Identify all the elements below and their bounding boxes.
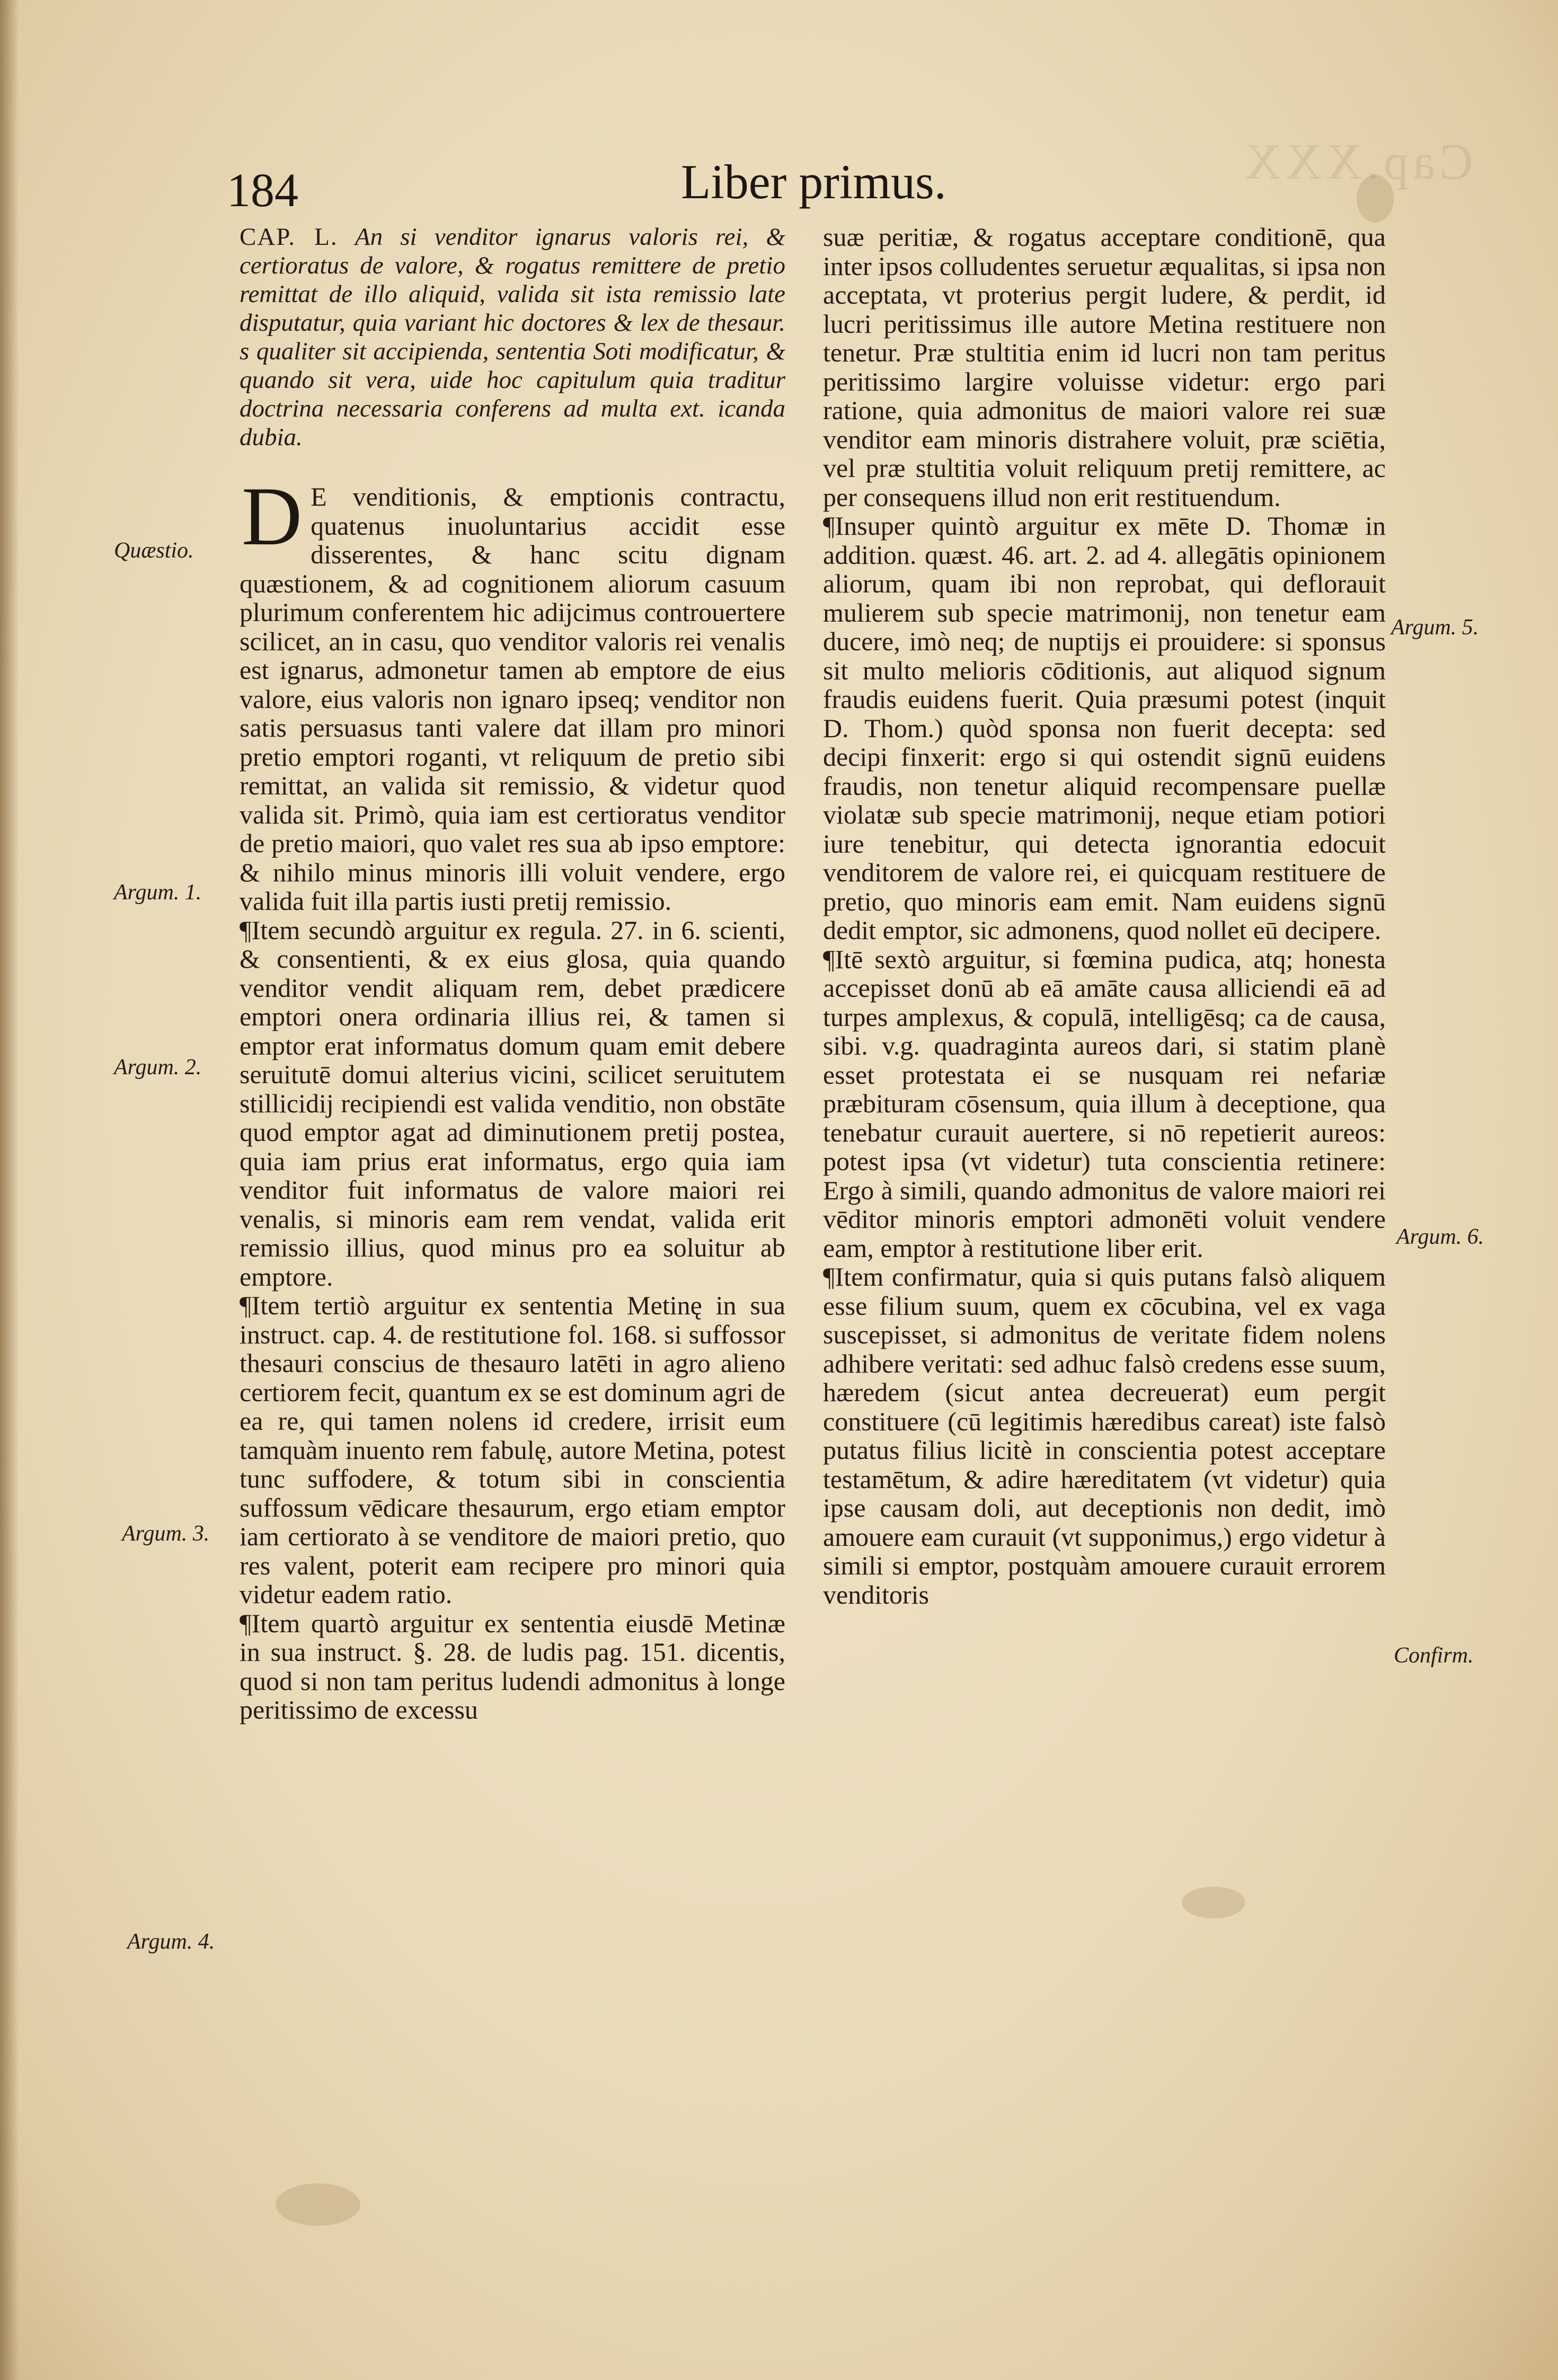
foxing-spot — [1182, 1887, 1245, 1918]
paragraph-question — [240, 470, 785, 916]
left-column — [240, 223, 785, 1724]
margin-note-argument-1: Argum. 1. — [114, 880, 202, 905]
margin-note-argument-6: Argum. 6. — [1396, 1225, 1484, 1249]
paragraph-argument-5: ¶Insuper quintò arguitur ex mēte D. Thomæ in addition. quæst. 46. art. 2. ad 4. allegātis opinionem aliorum, quam ibi non reprobat, qui deflorauit mulierem sub specie matrimonij, non tenetur eam ducere, imò neq; de nuptijs ei prouidere: si sponsus sit multo melioris cōditionis, aut aliquod signum fraudis euidens fuerit. Quia præsumi potest (inquit D. Thom.) quòd sponsa non fuerit decepta: sed decipi finxerit: ergo si qui ostendit signū euidens fraudis, non tenetur aliquid recompensare puellæ violatæ sub specie matrimonij, neque etiam potiori iure tenebitur, qui detecta ignorantia edocuit venditorem de valore rei, ei quicquam restituere de pretio, quo minoris eam emit. Nam euidens signū dedit emptor, sic admonens, quod nollet eū decipere. — [823, 511, 1386, 945]
foxing-spot — [276, 2183, 360, 2226]
margin-note-argument-3: Argum. 3. — [122, 1521, 210, 1546]
margin-note-argument-4: Argum. 4. — [127, 1930, 215, 1954]
page-number: 184 — [227, 164, 298, 217]
bleed-through-text: Cap.XXX — [1241, 134, 1473, 190]
margin-note-argument-5: Argum. 5. — [1391, 615, 1479, 640]
paragraph-argument-2: ¶Item secundò arguitur ex regula. 27. in 6. scienti, & consentienti, & ex eius glosa, quia quando venditor vendit aliquam rem, debet prædicere emptori onera ordinaria illius rei, & tamen si emptor erat informatus domum quam emit debere seruitutē domui alterius vicini, scilicet seruitutem stillicidij recipiendi est valida venditio, non obstāte quod emptor agat ad diminutionem pretij postea, quia iam prius erat informatus, ergo quia iam venditor fuit informatus de valore maiori rei venalis, si minoris eam rem vendat, valida erit remissio illius, quod minus pro ea soluitur ab emptore. — [240, 915, 785, 1291]
paragraph-argument-4: ¶Item quartò arguitur ex sententia eiusdē Metinæ in sua instruct. §. 28. de ludis pag. 151. dicentis, quod si non tam peritus ludendi admonitus à longe peritissimo de excessu — [240, 1608, 785, 1724]
paragraph-continued: suæ peritiæ, & rogatus acceptare conditionē, qua inter ipsos colludentes seruetur æqualitas, si ipsa non acceptata, vt proterius pergit ludere, & perdit, id lucri peritissimus ille autore Metina restituere non tenetur. Præ stultitia enim id lucri non tam peritus peritissimo largire voluisse videtur: ergo pari ratione, quia admonitus de maiori valore rei suæ venditor eam minoris distrahere voluit, præ sciētia, vel præ stultitia voluit reliquum pretij remittere, ac per consequens illud non erit restituendum. — [823, 222, 1386, 512]
right-column — [823, 223, 1386, 1609]
foxing-spot — [1357, 175, 1394, 223]
paragraph-confirmation: ¶Item confirmatur, quia si quis putans falsò aliquem esse filium suum, quem ex cōcubina, vel ex vaga suscepisset, si admonitus de veritate fidem nolens adhibere veritati: sed adhuc falsò credens esse suum, hæredem (sicut antea decreuerat) eum pergit constituere (cū legitimis hæredibus careat) iste falsò putatus filius licitè in conscientia potest acceptare testamētum, & adire hæreditatem (vt videtur) quia ipse causam doli, aut deceptionis non dedit, imò amouere eam curauit (vt supponimus,) ergo videtur à simili si emptor, postquàm amouere curauit errorem venditoris — [823, 1262, 1386, 1609]
margin-note-confirmation: Confirm. — [1394, 1643, 1474, 1668]
chapter-heading — [240, 223, 785, 452]
margin-note-quaestio: Quæstio. — [114, 538, 194, 563]
chapter-summary: An si venditor ignarus valoris rei, & certioratus de valore, & rogatus remittere de pretio remittat de illo aliquid, valida sit ista remissio late disputatur, quia variant hic doctores & lex de thesaur. s qualiter sit accipienda, sententia Soti modificatur, & quando sit vera, uide hoc capitulum quia traditur doctrina necessaria conferens ad multa ext. icanda dubia. — [240, 223, 785, 451]
running-head: Liber primus. — [681, 155, 946, 209]
paragraph-text: E venditionis, & emptionis contractu, quatenus inuoluntarius accidit esse disserentes, & hanc scitu dignam quæstionem, & ad cognitionem aliorum casuum plurimum conferentem hic adijcimus controuertere scilicet, an in casu, quo venditor valoris rei venalis est ignarus, admonetur tamen ab emptore de eius valore, eius valoris non ignaro ipseq; venditor non satis persuasus tanti valere dat illam pro minori pretio emptori roganti, vt reliquum de pretio sibi remittat, an valida sit remissio, & videtur quod valida sit. Primò, quia iam est certioratus venditor de pretio maiori, quo valet res sua ab ipso emptore: & nihilo minus minoris illi voluit vendere, ergo valida fuit illa partis iusti pretij remissio. — [240, 482, 785, 916]
paragraph-argument-3: ¶Item tertiò arguitur ex sententia Metinę in sua instruct. cap. 4. de restitutione fol. 168. si suffossor thesauri conscius de thesauro latēti in agro alieno certiorem fecit, quantum ex se est dominum agri de ea re, qui tamen nolens id credere, irrisit eum tamquàm inuento rem fabulę, autore Metina, potest tunc suffodere, & totum sibi in conscientia suffossum vēdicare thesaurum, ergo etiam emptor iam certiorato à se venditore de maiori pretio, quo res valent, poterit eam recipere pro minori quia videtur eadem ratio. — [240, 1290, 785, 1609]
drop-capital: D — [242, 470, 303, 563]
paragraph-argument-6: ¶Itē sextò arguitur, si fœmina pudica, atq; honesta accepisset donū ab eā amāte causa alliciendi eā ad turpes amplexus, & copulā, intelligēsq; ca de causa, sibi. v.g. quadraginta aureos dari, si statim planè esset protestata ei se nusquam rei nefariæ præbituram cōsensum, quia illum à deceptione, qua tenebatur curauit auertere, si nō repetierit aureos: potest ipsa (vt videtur) tuta conscientia retinere: Ergo à simili, quando admonitus de valore maiori rei vēditor minoris emptori admonēti voluit vendere eam, emptor à restitutione liber erit. — [823, 944, 1386, 1263]
margin-note-argument-2: Argum. 2. — [114, 1055, 202, 1080]
chapter-label: CAP. L. — [240, 223, 338, 251]
